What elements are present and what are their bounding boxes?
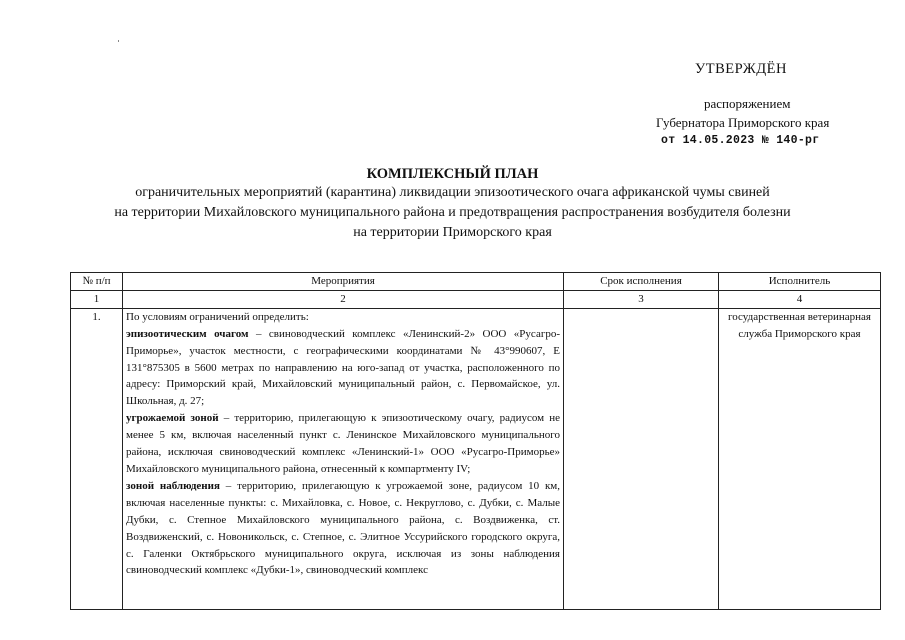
document-subtitle-line2: на территории Михайловского муниципального района и предотвращения распространения возбудителя болезни	[114, 205, 791, 220]
measures-table	[70, 272, 881, 610]
approval-stamp-title: УТВЕРЖДЁН	[695, 61, 787, 77]
column-number-1: 1	[71, 290, 123, 308]
approval-order-line2: Губернатора Приморского края	[656, 115, 830, 130]
document-subtitle-line3: на территории Приморского края	[353, 225, 552, 240]
header-number: № п/п	[71, 273, 123, 291]
measures-paragraph-threatened-zone	[126, 410, 560, 478]
measures-paragraph-observation-zone	[126, 478, 560, 579]
row-deadline	[564, 308, 719, 609]
term-outbreak: эпизоотическим очагом	[126, 327, 249, 340]
text-threatened-zone: – территорию, прилегающую к эпизоотическому очагу, радиусом не менее 5 км, включая населенный пункт с. Ленинское Михайловского муниципального района, исключая свиноводческий комплекс «Ленинский-1» ООО «Русагро-Приморье» Михайловского муниципального района, отнесенный к компартменту IV;	[126, 412, 561, 475]
term-threatened-zone: угрожаемой зоной	[126, 412, 219, 425]
row-measures-text	[123, 308, 564, 609]
row-number: 1.	[71, 308, 123, 609]
term-observation-zone: зоной наблюдения	[126, 479, 220, 492]
measures-paragraph-outbreak	[126, 326, 560, 411]
table-column-number-row	[71, 290, 881, 308]
approval-order-line1: распоряжением	[704, 96, 791, 111]
text-outbreak: – свиноводческий комплекс «Ленинский-2» ООО «Русагро-Приморье», участок местности, с географическими координатами № 43°990607, Е 131°875305 в 5600 метрах по направлению на юго-запад от участка, расположенного по адресу: Приморский край, Михайловский муниципальный район, с. Первомайское, ул. Школьная, д. 27;	[126, 327, 560, 408]
scan-speck	[118, 40, 119, 42]
table-row	[71, 308, 881, 609]
column-number-2: 2	[123, 290, 564, 308]
header-executor: Исполнитель	[719, 273, 881, 291]
text-observation-zone: – территорию, прилегающую к угрожаемой зоне, радиусом 10 км, включая населенные пункты: с. Михайловка, с. Новое, с. Некруглово, с. Дубки, с. Малые Дубки, с. Степное Михайловского муниципального района, с. Воздвиженка, ст. Воздвиженский, с. Новоникольск, с. Степное, с. Элитное Уссурийского городского округа, с. Галенки Октябрьского муниципального округа, исключая из зоны наблюдения свиноводческий комплекс «Дубки-1», свиноводческий комплекс	[126, 479, 560, 577]
document-title: КОМПЛЕКСНЫЙ ПЛАН	[366, 166, 539, 182]
document-subtitle-line1: ограничительных мероприятий (карантина) ликвидации эпизоотического очага африканской чумы свиней	[135, 185, 770, 200]
approval-order-date-number: от 14.05.2023 № 140-рг	[661, 134, 820, 147]
header-deadline: Срок исполнения	[564, 273, 719, 291]
header-measures: Мероприятия	[123, 273, 564, 291]
row-executor: государственная ветеринарная служба Приморского края	[719, 308, 881, 609]
table-header-row	[71, 273, 881, 291]
measures-intro: По условиям ограничений определить:	[126, 310, 309, 323]
column-number-3: 3	[564, 290, 719, 308]
column-number-4: 4	[719, 290, 881, 308]
